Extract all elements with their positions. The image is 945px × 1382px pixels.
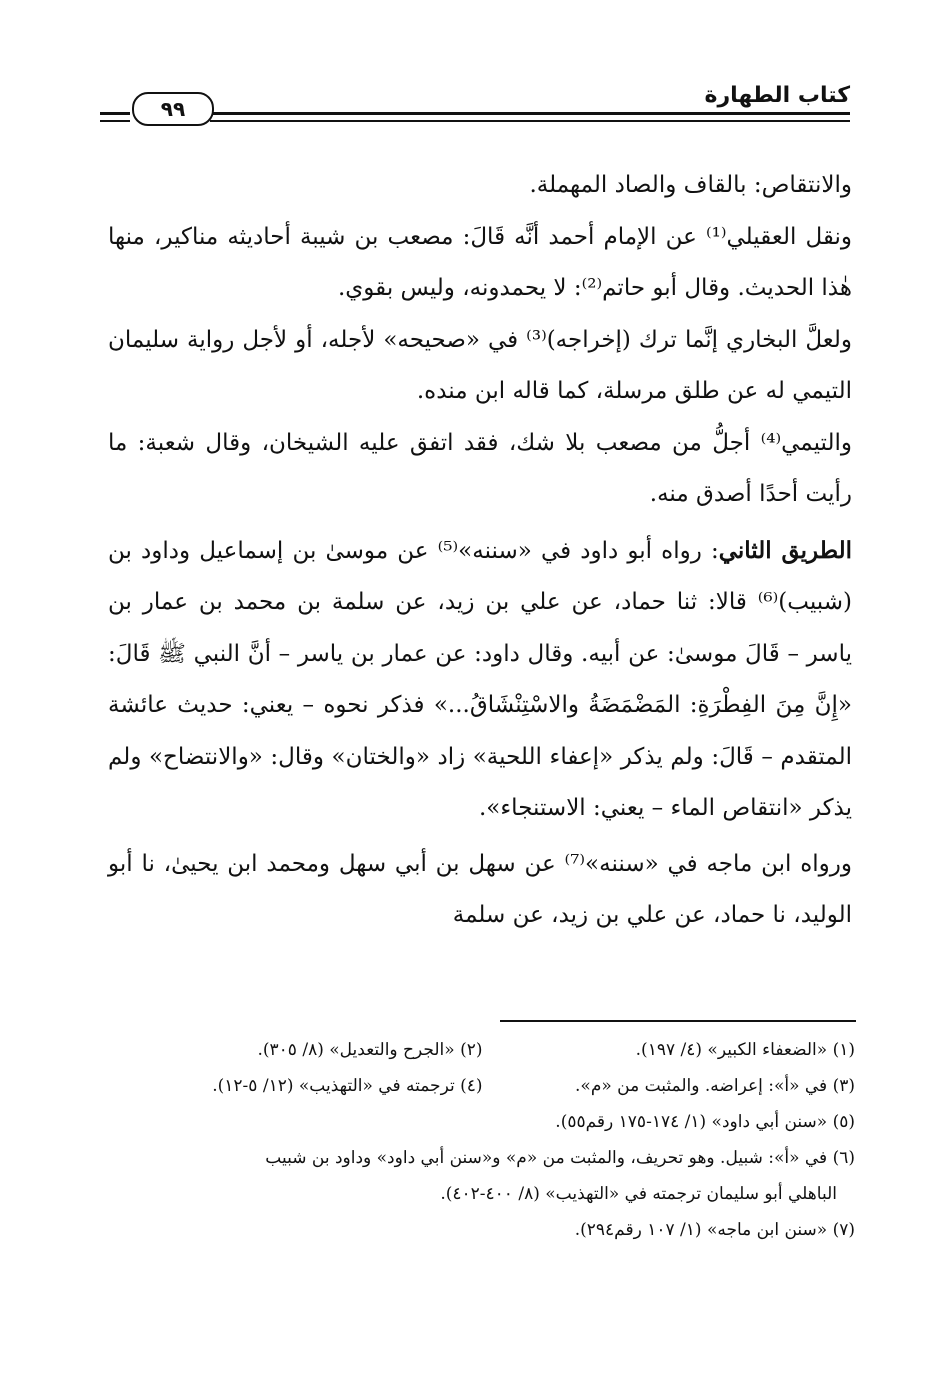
footnotes	[110, 1032, 855, 1248]
header-rule-top	[210, 112, 850, 115]
footnote-1: (١) «الضعفاء الكبير» (٤/ ١٩٧).	[635, 1040, 855, 1060]
footnote-separator	[500, 1020, 856, 1022]
paragraph-3: ولعلَّ البخاري إنَّما ترك (إخراجه)⁽³⁾ في «صحيحه» لأجله، أو لأجل رواية سليمان التيمي له عن طلق مرسلة، كما قاله ابن منده.	[108, 326, 852, 404]
footnote-2: (٢) «الجرح والتعديل» (٨/ ٣٠٥).	[257, 1040, 483, 1060]
footnote-row-1	[110, 1032, 855, 1068]
paragraph-4: والتيمي⁽⁴⁾ أجلُّ من مصعب بلا شك، فقد اتفق عليه الشيخان، وقال شعبة: ما رأيت أحدًا أصدق منه.	[108, 429, 852, 507]
chapter-title: كتاب الطهارة	[704, 83, 850, 108]
section-lead: الطريق الثاني	[718, 536, 852, 564]
page-number: ٩٩	[132, 92, 214, 126]
footnote-5: (٥) «سنن أبي داود» (١/ ١٧٤-١٧٥ رقم٥٥).	[555, 1112, 855, 1132]
paragraph-1: والانتقاص: بالقاف والصاد المهملة.	[529, 172, 852, 198]
footnote-row-2	[110, 1068, 855, 1104]
paragraph-5	[108, 525, 852, 835]
footnote-6-continued: الباهلي أبو سليمان ترجمته في «التهذيب» (٨/ ٤٠٠-٤٠٢).	[440, 1184, 837, 1204]
header-rule-left-bottom	[100, 120, 130, 122]
header-rule-bottom	[210, 120, 850, 122]
page-header	[100, 82, 850, 132]
footnote-3: (٣) في «أ»: إعراضه. والمثبت من «م».	[575, 1076, 855, 1096]
footnote-4: (٤) ترجمته في «التهذيب» (١٢/ ٥-١٢).	[212, 1076, 483, 1096]
main-text	[108, 160, 852, 942]
footnote-6: (٦) في «أ»: شبيل. وهو تحريف، والمثبت من «م» و«سنن أبي داود» وداود بن شبيب	[265, 1148, 855, 1168]
paragraph-6: ورواه ابن ماجه في «سننه»⁽⁷⁾ عن سهل بن أبي سهل ومحمد ابن يحيىٰ، نا أبو الوليد، نا حماد، عن علي بن زيد، عن سلمة	[108, 850, 852, 928]
footnote-7: (٧) «سنن ابن ماجه» (١/ ١٠٧ رقم٢٩٤).	[574, 1220, 855, 1240]
paragraph-5-text: : رواه أبو داود في «سننه»⁽⁵⁾ عن موسىٰ بن إسماعيل وداود بن (شبيب)⁽⁶⁾ قالا: ثنا حماد، عن علي بن زيد، عن سلمة بن محمد بن عمار بن ياسر – قَالَ موسىٰ: عن أبيه. وقال داود: عن عمار بن ياسر – أنَّ النبي ﷺ قَالَ: «إِنَّ مِنَ الفِطْرَةِ: المَضْمَضَةُ والاسْتِنْشَاقُ...» فذكر نحوه – يعني: حديث عائشة المتقدم – قَالَ: ولم يذكر «إعفاء اللحية» زاد «والختان» وقال: «والانتضاح» ولم يذكر «انتقاص الماء – يعني: الاستنجاء».	[108, 537, 852, 821]
header-rule-left-top	[100, 112, 130, 115]
paragraph-2: ونقل العقيلي⁽¹⁾ عن الإمام أحمد أنَّه قَالَ: مصعب بن شيبة أحاديثه مناكير، منها هٰذا الحديث. وقال أبو حاتم⁽²⁾: لا يحمدونه، وليس بقوي.	[108, 223, 853, 301]
